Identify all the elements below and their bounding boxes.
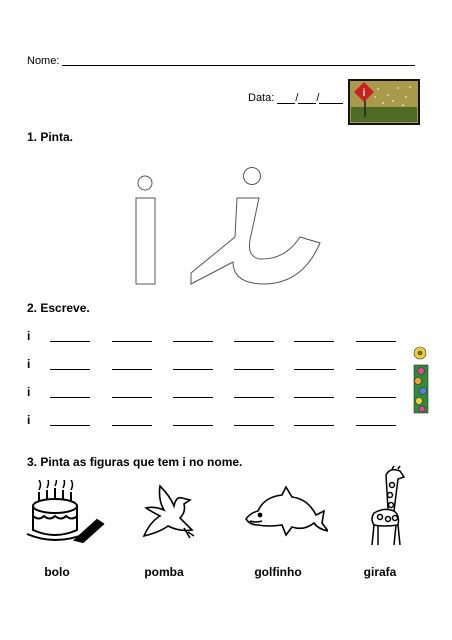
date-month-blank[interactable] <box>298 93 316 104</box>
writing-line[interactable] <box>112 425 152 426</box>
dolphin-icon[interactable] <box>242 485 328 541</box>
row-letter-i: i <box>27 329 31 343</box>
writing-line[interactable] <box>356 341 396 342</box>
figure-label-bolo: bolo <box>44 565 70 579</box>
writing-line[interactable] <box>356 425 396 426</box>
dove-icon[interactable] <box>140 482 196 544</box>
writing-line[interactable] <box>112 341 152 342</box>
writing-line[interactable] <box>112 397 152 398</box>
figure-label-golfinho: golfinho <box>254 565 302 579</box>
date-separator: / <box>295 92 299 104</box>
cursive-i-outline[interactable] <box>191 168 320 285</box>
writing-line[interactable] <box>112 369 152 370</box>
print-i-outline[interactable] <box>136 176 155 284</box>
name-field[interactable] <box>62 65 415 66</box>
cake-icon[interactable] <box>25 480 105 550</box>
date-day-blank[interactable] <box>277 93 295 104</box>
writing-line[interactable] <box>294 369 334 370</box>
date-label: Data: <box>248 92 275 104</box>
figure-label-girafa: girafa <box>363 565 397 579</box>
writing-line[interactable] <box>234 341 274 342</box>
date-separator: / <box>316 92 320 104</box>
date-field[interactable] <box>248 92 343 104</box>
writing-line[interactable] <box>50 397 90 398</box>
writing-line[interactable] <box>173 425 213 426</box>
row-letter-i: i <box>27 413 31 427</box>
section1-title: 1. Pinta. <box>27 130 74 144</box>
badge-letter: i <box>362 88 366 99</box>
writing-line[interactable] <box>234 425 274 426</box>
writing-line[interactable] <box>356 397 396 398</box>
figure-label-pomba: pomba <box>144 565 184 579</box>
writing-line[interactable] <box>173 341 213 342</box>
writing-line[interactable] <box>50 341 90 342</box>
section2-title: 2. Escreve. <box>27 301 90 315</box>
writing-line[interactable] <box>50 369 90 370</box>
writing-line[interactable] <box>173 397 213 398</box>
letter-sign-picture <box>348 79 420 125</box>
writing-line[interactable] <box>294 341 334 342</box>
name-label: Nome: <box>27 55 60 67</box>
row-letter-i: i <box>27 357 31 371</box>
writing-line[interactable] <box>294 425 334 426</box>
writing-line[interactable] <box>234 369 274 370</box>
section3-title: 3. Pinta as figuras que tem i no nome. <box>27 455 243 469</box>
writing-line[interactable] <box>173 369 213 370</box>
row-letter-i: i <box>27 385 31 399</box>
flower-border-decoration <box>410 345 434 415</box>
writing-line[interactable] <box>234 397 274 398</box>
writing-line[interactable] <box>50 425 90 426</box>
letter-i-outlines <box>125 165 325 290</box>
giraffe-icon[interactable] <box>364 465 410 547</box>
writing-line[interactable] <box>356 369 396 370</box>
date-year-blank[interactable] <box>319 93 343 104</box>
writing-line[interactable] <box>294 397 334 398</box>
